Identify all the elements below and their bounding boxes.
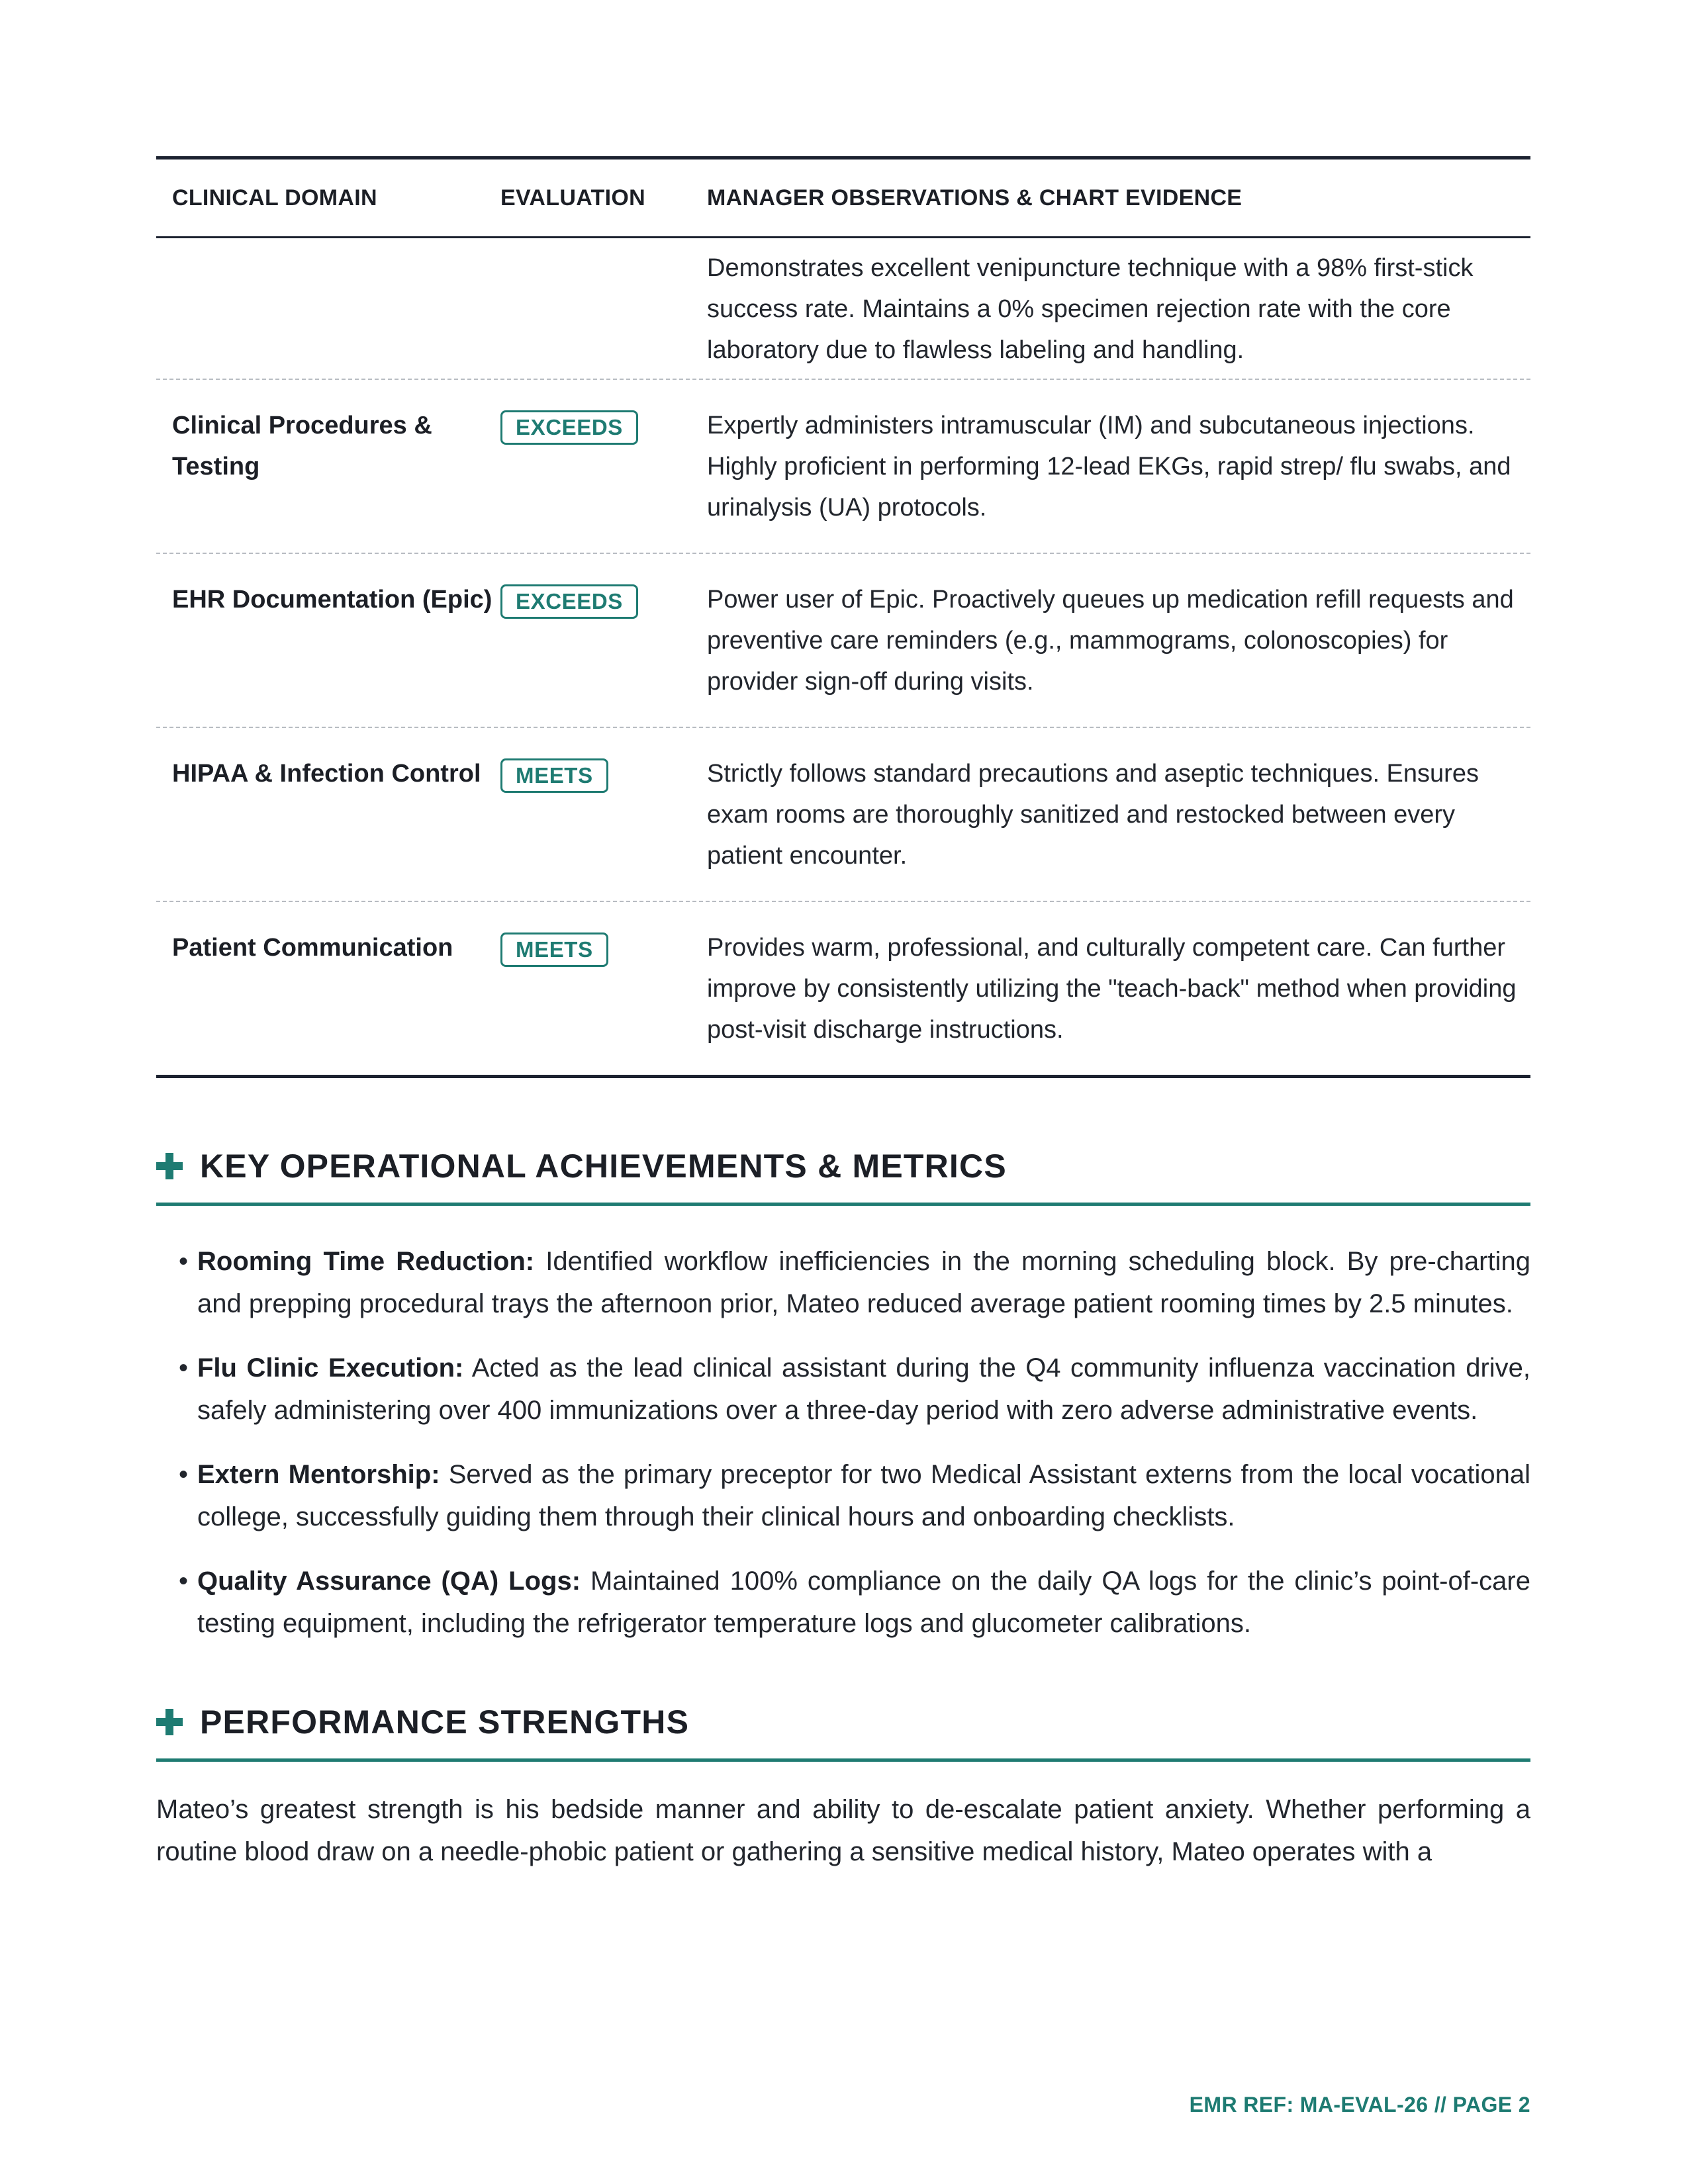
observation-text: Strictly follows standard precautions and aseptic techniques. Ensures exam rooms are thoroughly sanitized and restocked between every patient encounter. (707, 760, 1479, 870)
table-row (156, 553, 1530, 727)
domain-label: HIPAA & Infection Control (172, 760, 481, 788)
page-footer: EMR REF: MA-EVAL-26 // PAGE 2 (1189, 2093, 1530, 2116)
header-evaluation: EVALUATION (500, 185, 645, 210)
item-label: Extern Mentorship: (197, 1460, 440, 1489)
observation-text: Expertly administers intramuscular (IM) and subcutaneous injections. Highly proficient in performing 12-lead EKGs, rapid strep/ flu swabs, and urinalysis (UA) protocols. (707, 412, 1511, 522)
item-label: Quality Assurance (QA) Logs: (197, 1567, 581, 1596)
section-header (156, 1703, 1530, 1762)
section-header (156, 1147, 1530, 1206)
item-text: Maintained 100% compliance on the daily QA logs for the clinic’s point-of-care testing equipment, including the refrigerator temperature logs and glucometer calibrations. (197, 1567, 1530, 1638)
table-row-continued (156, 238, 1530, 379)
header-clinical-domain: CLINICAL DOMAIN (172, 185, 377, 210)
list-item (180, 1560, 1530, 1645)
page (156, 156, 1530, 1873)
list-item (180, 1240, 1530, 1325)
strengths-section (156, 1703, 1530, 1873)
rating-badge: MEETS (500, 758, 608, 793)
achievements-section (156, 1147, 1530, 1645)
observation-text: Provides warm, professional, and culturally competent care. Can further improve by consistently utilizing the "teach-back" method when providing post-visit discharge instructions. (707, 934, 1517, 1044)
evaluation-table (156, 156, 1530, 1078)
plus-icon (156, 1709, 183, 1735)
strengths-paragraph: Mateo’s greatest strength is his bedside manner and ability to de-escalate patient anxiety. Whether performing a routine blood draw on a needle-phobic patient or gathering a sensitive medical history, Mateo operates with a (156, 1795, 1530, 1866)
item-text: Served as the primary preceptor for two Medical Assistant externs from the local vocational college, successfully guiding them through their clinical hours and onboarding checklists. (197, 1460, 1530, 1531)
rating-badge: MEETS (500, 933, 608, 967)
domain-label: EHR Documentation (Epic) (172, 586, 492, 614)
list-item (180, 1453, 1530, 1538)
domain-label: Patient Communication (172, 934, 453, 962)
table-row (156, 901, 1530, 1075)
list-item (180, 1347, 1530, 1432)
domain-label: Clinical Procedures & Testing (172, 412, 432, 480)
plus-icon (156, 1153, 183, 1179)
section-title: KEY OPERATIONAL ACHIEVEMENTS & METRICS (200, 1148, 1007, 1185)
item-label: Rooming Time Reduction: (197, 1247, 535, 1276)
observation-text: Demonstrates excellent venipuncture technique with a 98% first-stick success rate. Maintains a 0% specimen rejection rate with the core laboratory due to flawless labeling and handling. (707, 254, 1474, 364)
item-text: Acted as the lead clinical assistant during the Q4 community influenza vaccination drive, safely administering over 400 immunizations over a three-day period with zero adverse administrative events. (197, 1353, 1531, 1425)
observation-text: Power user of Epic. Proactively queues up medication refill requests and preventive care reminders (e.g., mammograms, colonoscopies) for provider sign-off during visits. (707, 586, 1514, 696)
table-row (156, 727, 1530, 901)
achievements-list (156, 1240, 1530, 1645)
table-row (156, 379, 1530, 553)
rating-badge: EXCEEDS (500, 410, 638, 445)
section-title: PERFORMANCE STRENGTHS (200, 1704, 690, 1741)
rating-badge: EXCEEDS (500, 584, 638, 619)
item-text: Identified workflow inefficiencies in the morning scheduling block. By pre-charting and prepping procedural trays the afternoon prior, Mateo reduced average patient rooming times by 2.5 minutes. (197, 1247, 1530, 1318)
table-header (156, 159, 1530, 238)
header-observations: MANAGER OBSERVATIONS & CHART EVIDENCE (707, 185, 1243, 210)
item-label: Flu Clinic Execution: (197, 1353, 464, 1383)
